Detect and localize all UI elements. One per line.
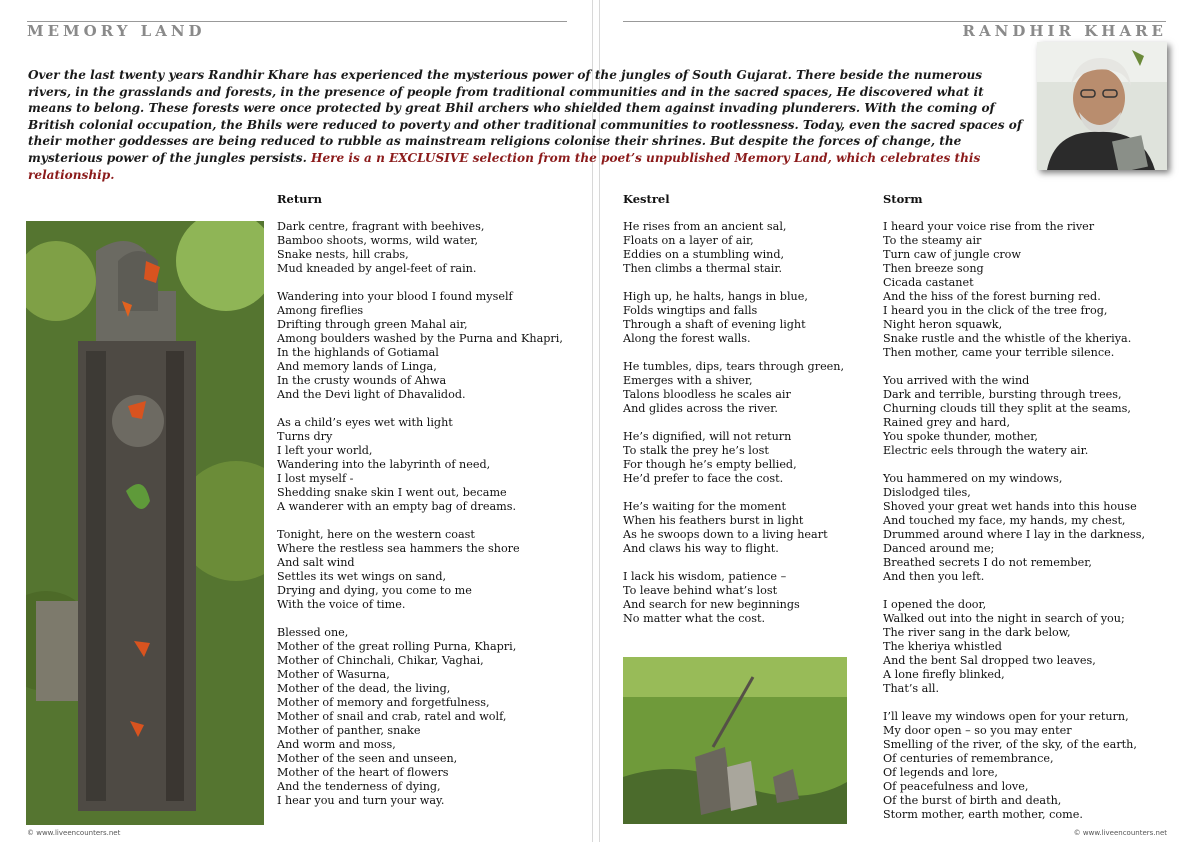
poem-line: Of centuries of remembrance, xyxy=(883,752,1054,765)
stanza xyxy=(623,570,844,626)
poem-line: Mother of the heart of flowers xyxy=(277,766,449,779)
poem-line: Then breeze song xyxy=(883,262,984,275)
shrine-grass-photo xyxy=(623,657,847,824)
poem-line: Dark centre, fragrant with beehives, xyxy=(277,220,485,233)
poem-line: Cicada castanet xyxy=(883,276,974,289)
poem-line: Dark and terrible, bursting through trees, xyxy=(883,388,1122,401)
poem-line: No matter what the cost. xyxy=(623,612,766,625)
poem-line: A wanderer with an empty bag of dreams. xyxy=(277,500,517,513)
poem-line: Turn caw of jungle crow xyxy=(883,248,1021,261)
stanza xyxy=(623,430,844,486)
poem-line: Of peacefulness and love, xyxy=(883,780,1029,793)
stanza xyxy=(623,360,844,416)
poem-line: Wandering into your blood I found myself xyxy=(277,290,513,303)
poem-line: And claws his way to flight. xyxy=(623,542,779,555)
poem-line: My door open – so you may enter xyxy=(883,724,1072,737)
author-portrait-photo xyxy=(1037,42,1167,170)
poem-line: Floats on a layer of air, xyxy=(623,234,754,247)
poem-line: And search for new beginnings xyxy=(623,598,800,611)
poem-line: Mother of Chinchali, Chikar, Vaghai, xyxy=(277,654,484,667)
poem-title-return: Return xyxy=(277,192,322,206)
poem-title-kestrel: Kestrel xyxy=(623,192,670,206)
footer-copyright-right: © www.liveencounters.net xyxy=(1073,829,1167,837)
poem-line: Drying and dying, you come to me xyxy=(277,584,472,597)
poem-line: A lone firefly blinked, xyxy=(883,668,1005,681)
poem-line: Shoved your great wet hands into this house xyxy=(883,500,1137,513)
stanza xyxy=(277,528,563,612)
poem-line: To the steamy air xyxy=(883,234,982,247)
poem-title-storm: Storm xyxy=(883,192,923,206)
poem-line: Night heron squawk, xyxy=(883,318,1003,331)
poem-line: Of legends and lore, xyxy=(883,766,998,779)
poem-line: That’s all. xyxy=(883,682,940,695)
stanza xyxy=(277,626,563,808)
poem-line: Through a shaft of evening light xyxy=(623,318,806,331)
poem-line: And glides across the river. xyxy=(623,402,778,415)
poem-line: Shedding snake skin I went out, became xyxy=(277,486,507,499)
poem-line: I heard your voice rise from the river xyxy=(883,220,1095,233)
poem-line: I hear you and turn your way. xyxy=(277,794,445,807)
poem-line: He tumbles, dips, tears through green, xyxy=(623,360,845,373)
poem-line: In the highlands of Gotiamal xyxy=(277,346,439,359)
poem-line: Bamboo shoots, worms, wild water, xyxy=(277,234,479,247)
poem-line: Mother of snail and crab, ratel and wolf, xyxy=(277,710,507,723)
poem-line: The kheriya whistled xyxy=(883,640,1002,653)
poem-line: Then climbs a thermal stair. xyxy=(623,262,783,275)
poem-line: Mother of memory and forgetfulness, xyxy=(277,696,490,709)
poem-return xyxy=(277,220,563,822)
poem-line: Of the burst of birth and death, xyxy=(883,794,1062,807)
intro-highlight: Here is a n EXCLUSIVE selection from the poet’s unpublished Memory Land, which celebrates this relationship. xyxy=(28,150,981,182)
poem-line: With the voice of time. xyxy=(277,598,406,611)
poem-line: I lost myself - xyxy=(277,472,354,485)
stanza xyxy=(883,220,1145,360)
poem-line: And worm and moss, xyxy=(277,738,396,751)
poem-line: Walked out into the night in search of you; xyxy=(883,612,1125,625)
stanza xyxy=(883,472,1145,584)
poem-line: To stalk the prey he’s lost xyxy=(623,444,769,457)
poem-line: Storm mother, earth mother, come. xyxy=(883,808,1083,821)
poem-line: And the bent Sal dropped two leaves, xyxy=(883,654,1096,667)
stanza xyxy=(883,374,1145,458)
poem-line: Drifting through green Mahal air, xyxy=(277,318,468,331)
poem-line: Mother of the seen and unseen, xyxy=(277,752,458,765)
poem-line: He rises from an ancient sal, xyxy=(623,220,787,233)
poem-line: As a child’s eyes wet with light xyxy=(277,416,453,429)
header-right-title: RANDHIR KHARE xyxy=(962,22,1167,40)
poem-line: To leave behind what’s lost xyxy=(623,584,778,597)
poem-line: I opened the door, xyxy=(883,598,987,611)
poem-kestrel xyxy=(623,220,844,640)
poem-line: Turns dry xyxy=(277,430,333,443)
poem-line: I left your world, xyxy=(277,444,373,457)
poem-line: And the hiss of the forest burning red. xyxy=(883,290,1101,303)
poem-line: Snake rustle and the whistle of the kheriya. xyxy=(883,332,1132,345)
poem-line: And the Devi light of Dhavalidod. xyxy=(277,388,466,401)
stanza xyxy=(883,598,1145,696)
poem-line: Wandering into the labyrinth of need, xyxy=(277,458,491,471)
intro-paragraph xyxy=(28,67,1028,183)
poem-line: For though he’s empty bellied, xyxy=(623,458,797,471)
poem-line: I’ll leave my windows open for your return, xyxy=(883,710,1129,723)
stanza xyxy=(623,500,844,556)
poem-storm xyxy=(883,220,1145,836)
poem-line: And the tenderness of dying, xyxy=(277,780,441,793)
header-left-title: MEMORY LAND xyxy=(27,22,206,40)
poem-line: Blessed one, xyxy=(277,626,349,639)
stanza xyxy=(277,220,563,276)
poem-line: Dislodged tiles, xyxy=(883,486,971,499)
stanza xyxy=(277,290,563,402)
poem-line: Mud kneaded by angel-feet of rain. xyxy=(277,262,477,275)
poem-line: And memory lands of Linga, xyxy=(277,360,437,373)
poem-line: He’s dignified, will not return xyxy=(623,430,792,443)
poem-line: Mother of the great rolling Purna, Khapri, xyxy=(277,640,517,653)
stanza xyxy=(883,710,1145,822)
poem-line: Drummed around where I lay in the darkness, xyxy=(883,528,1146,541)
poem-line: Mother of Wasurna, xyxy=(277,668,390,681)
poem-line: High up, he halts, hangs in blue, xyxy=(623,290,808,303)
poem-line: Mother of panther, snake xyxy=(277,724,421,737)
poem-line: You hammered on my windows, xyxy=(883,472,1063,485)
poem-line: Talons bloodless he scales air xyxy=(623,388,791,401)
poem-line: Folds wingtips and falls xyxy=(623,304,758,317)
poem-line: Among boulders washed by the Purna and Khapri, xyxy=(277,332,563,345)
poem-line: Among fireflies xyxy=(277,304,364,317)
poem-line: Settles its wet wings on sand, xyxy=(277,570,447,583)
stanza xyxy=(277,416,563,514)
poem-line: Along the forest walls. xyxy=(623,332,751,345)
poem-line: The river sang in the dark below, xyxy=(883,626,1071,639)
poem-line: You spoke thunder, mother, xyxy=(883,430,1038,443)
poem-line: Churning clouds till they split at the seams, xyxy=(883,402,1131,415)
poem-line: He’d prefer to face the cost. xyxy=(623,472,784,485)
poem-line: I lack his wisdom, patience – xyxy=(623,570,787,583)
intro-text: Over the last twenty years Randhir Khare has experienced the mysterious power of the jungles of South Gujarat. There beside the numerous rivers, in the grasslands and forests, in the presence of people from traditional communities and in the sacred spaces, He discovered what it means to belong. These forests were once protected by great Bhil archers who shielded them against invading plunderers. With the coming of British colonial occupation, the Bhils were reduced to poverty and other traditional communities to rootlessness. Today, even the sacred spaces of their mother goddesses are being reduced to rubble as mainstream religions colonise their shrines. But despite the forces of change, the mysterious power of the jungles persists. xyxy=(28,68,1023,165)
poem-line: Smelling of the river, of the sky, of the earth, xyxy=(883,738,1137,751)
poem-line: Danced around me; xyxy=(883,542,995,555)
shrine-totem-photo xyxy=(26,221,264,825)
poem-line: Rained grey and hard, xyxy=(883,416,1011,429)
poem-line: I heard you in the click of the tree frog, xyxy=(883,304,1108,317)
poem-line: Breathed secrets I do not remember, xyxy=(883,556,1092,569)
poem-line: As he swoops down to a living heart xyxy=(623,528,828,541)
poem-line: In the crusty wounds of Ahwa xyxy=(277,374,447,387)
poem-line: Mother of the dead, the living, xyxy=(277,682,451,695)
poem-line: And salt wind xyxy=(277,556,355,569)
poem-line: Snake nests, hill crabs, xyxy=(277,248,409,261)
poem-line: Where the restless sea hammers the shore xyxy=(277,542,520,555)
poem-line: And touched my face, my hands, my chest, xyxy=(883,514,1126,527)
poem-line: Electric eels through the watery air. xyxy=(883,444,1089,457)
poem-line: Then mother, came your terrible silence. xyxy=(883,346,1115,359)
stanza xyxy=(623,290,844,346)
poem-line: When his feathers burst in light xyxy=(623,514,804,527)
poem-line: Tonight, here on the western coast xyxy=(277,528,475,541)
poem-line: Eddies on a stumbling wind, xyxy=(623,248,785,261)
poem-line: Emerges with a shiver, xyxy=(623,374,753,387)
poem-line: He’s waiting for the moment xyxy=(623,500,786,513)
footer-copyright-left: © www.liveencounters.net xyxy=(27,829,121,837)
poem-line: And then you left. xyxy=(883,570,985,583)
poem-line: You arrived with the wind xyxy=(883,374,1030,387)
stanza xyxy=(623,220,844,276)
